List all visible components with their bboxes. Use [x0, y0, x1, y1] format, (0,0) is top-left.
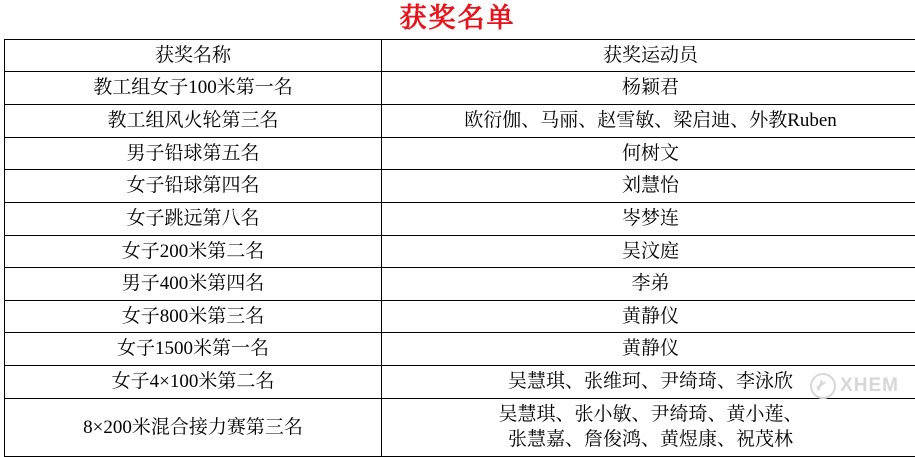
- cell-award-name: 8×200米混合接力赛第三名: [5, 398, 382, 456]
- cell-athletes: 刘慧怡: [382, 170, 915, 203]
- cell-award-name: 女子200米第二名: [5, 235, 382, 268]
- cell-athletes: 何树文: [382, 137, 915, 170]
- watermark-text: XHEM: [840, 375, 899, 397]
- table-row: [5, 366, 915, 399]
- table-row: [5, 202, 915, 235]
- cell-athletes: 吴慧琪、张维珂、尹绮琦、李泳欣: [382, 366, 915, 399]
- table-row: [5, 72, 915, 105]
- cell-athletes: 李弟: [382, 268, 915, 301]
- column-header-award-name: 获奖名称: [5, 39, 382, 72]
- cell-athletes-line: 张慧嘉、詹俊鸿、黄煜康、祝茂林: [384, 427, 915, 453]
- cell-award-name: 女子铅球第四名: [5, 170, 382, 203]
- cell-award-name: 男子400米第四名: [5, 268, 382, 301]
- cell-award-name: 女子4×100米第二名: [5, 366, 382, 399]
- award-list-table: [4, 39, 915, 457]
- table-row: [5, 104, 915, 137]
- table-row: [5, 235, 915, 268]
- table-row: [5, 268, 915, 301]
- cell-athletes: 杨颖君: [382, 72, 915, 105]
- cell-athletes: 黄静仪: [382, 300, 915, 333]
- cell-athletes: 黄静仪: [382, 333, 915, 366]
- table-row: [5, 137, 915, 170]
- table-header-row: [5, 39, 915, 72]
- cell-athletes: 吴汶庭: [382, 235, 915, 268]
- cell-athletes-line: 吴慧琪、张小敏、尹绮琦、黄小莲、: [384, 402, 915, 428]
- table-row: [5, 300, 915, 333]
- cell-award-name: 女子800米第三名: [5, 300, 382, 333]
- cell-award-name: 女子跳远第八名: [5, 202, 382, 235]
- cell-award-name: 教工组风火轮第三名: [5, 104, 382, 137]
- cell-award-name: 教工组女子100米第一名: [5, 72, 382, 105]
- table-body: [5, 39, 915, 456]
- page-title: 获奖名单: [0, 0, 915, 39]
- cell-athletes: 欧衍伽、马丽、赵雪敏、梁启迪、外教Ruben: [382, 104, 915, 137]
- table-row: [5, 398, 915, 456]
- column-header-athletes: 获奖运动员: [382, 39, 915, 72]
- cell-athletes: 岑梦连: [382, 202, 915, 235]
- cell-award-name: 女子1500米第一名: [5, 333, 382, 366]
- cell-athletes: [382, 398, 915, 456]
- table-row: [5, 333, 915, 366]
- cell-award-name: 男子铅球第五名: [5, 137, 382, 170]
- table-row: [5, 170, 915, 203]
